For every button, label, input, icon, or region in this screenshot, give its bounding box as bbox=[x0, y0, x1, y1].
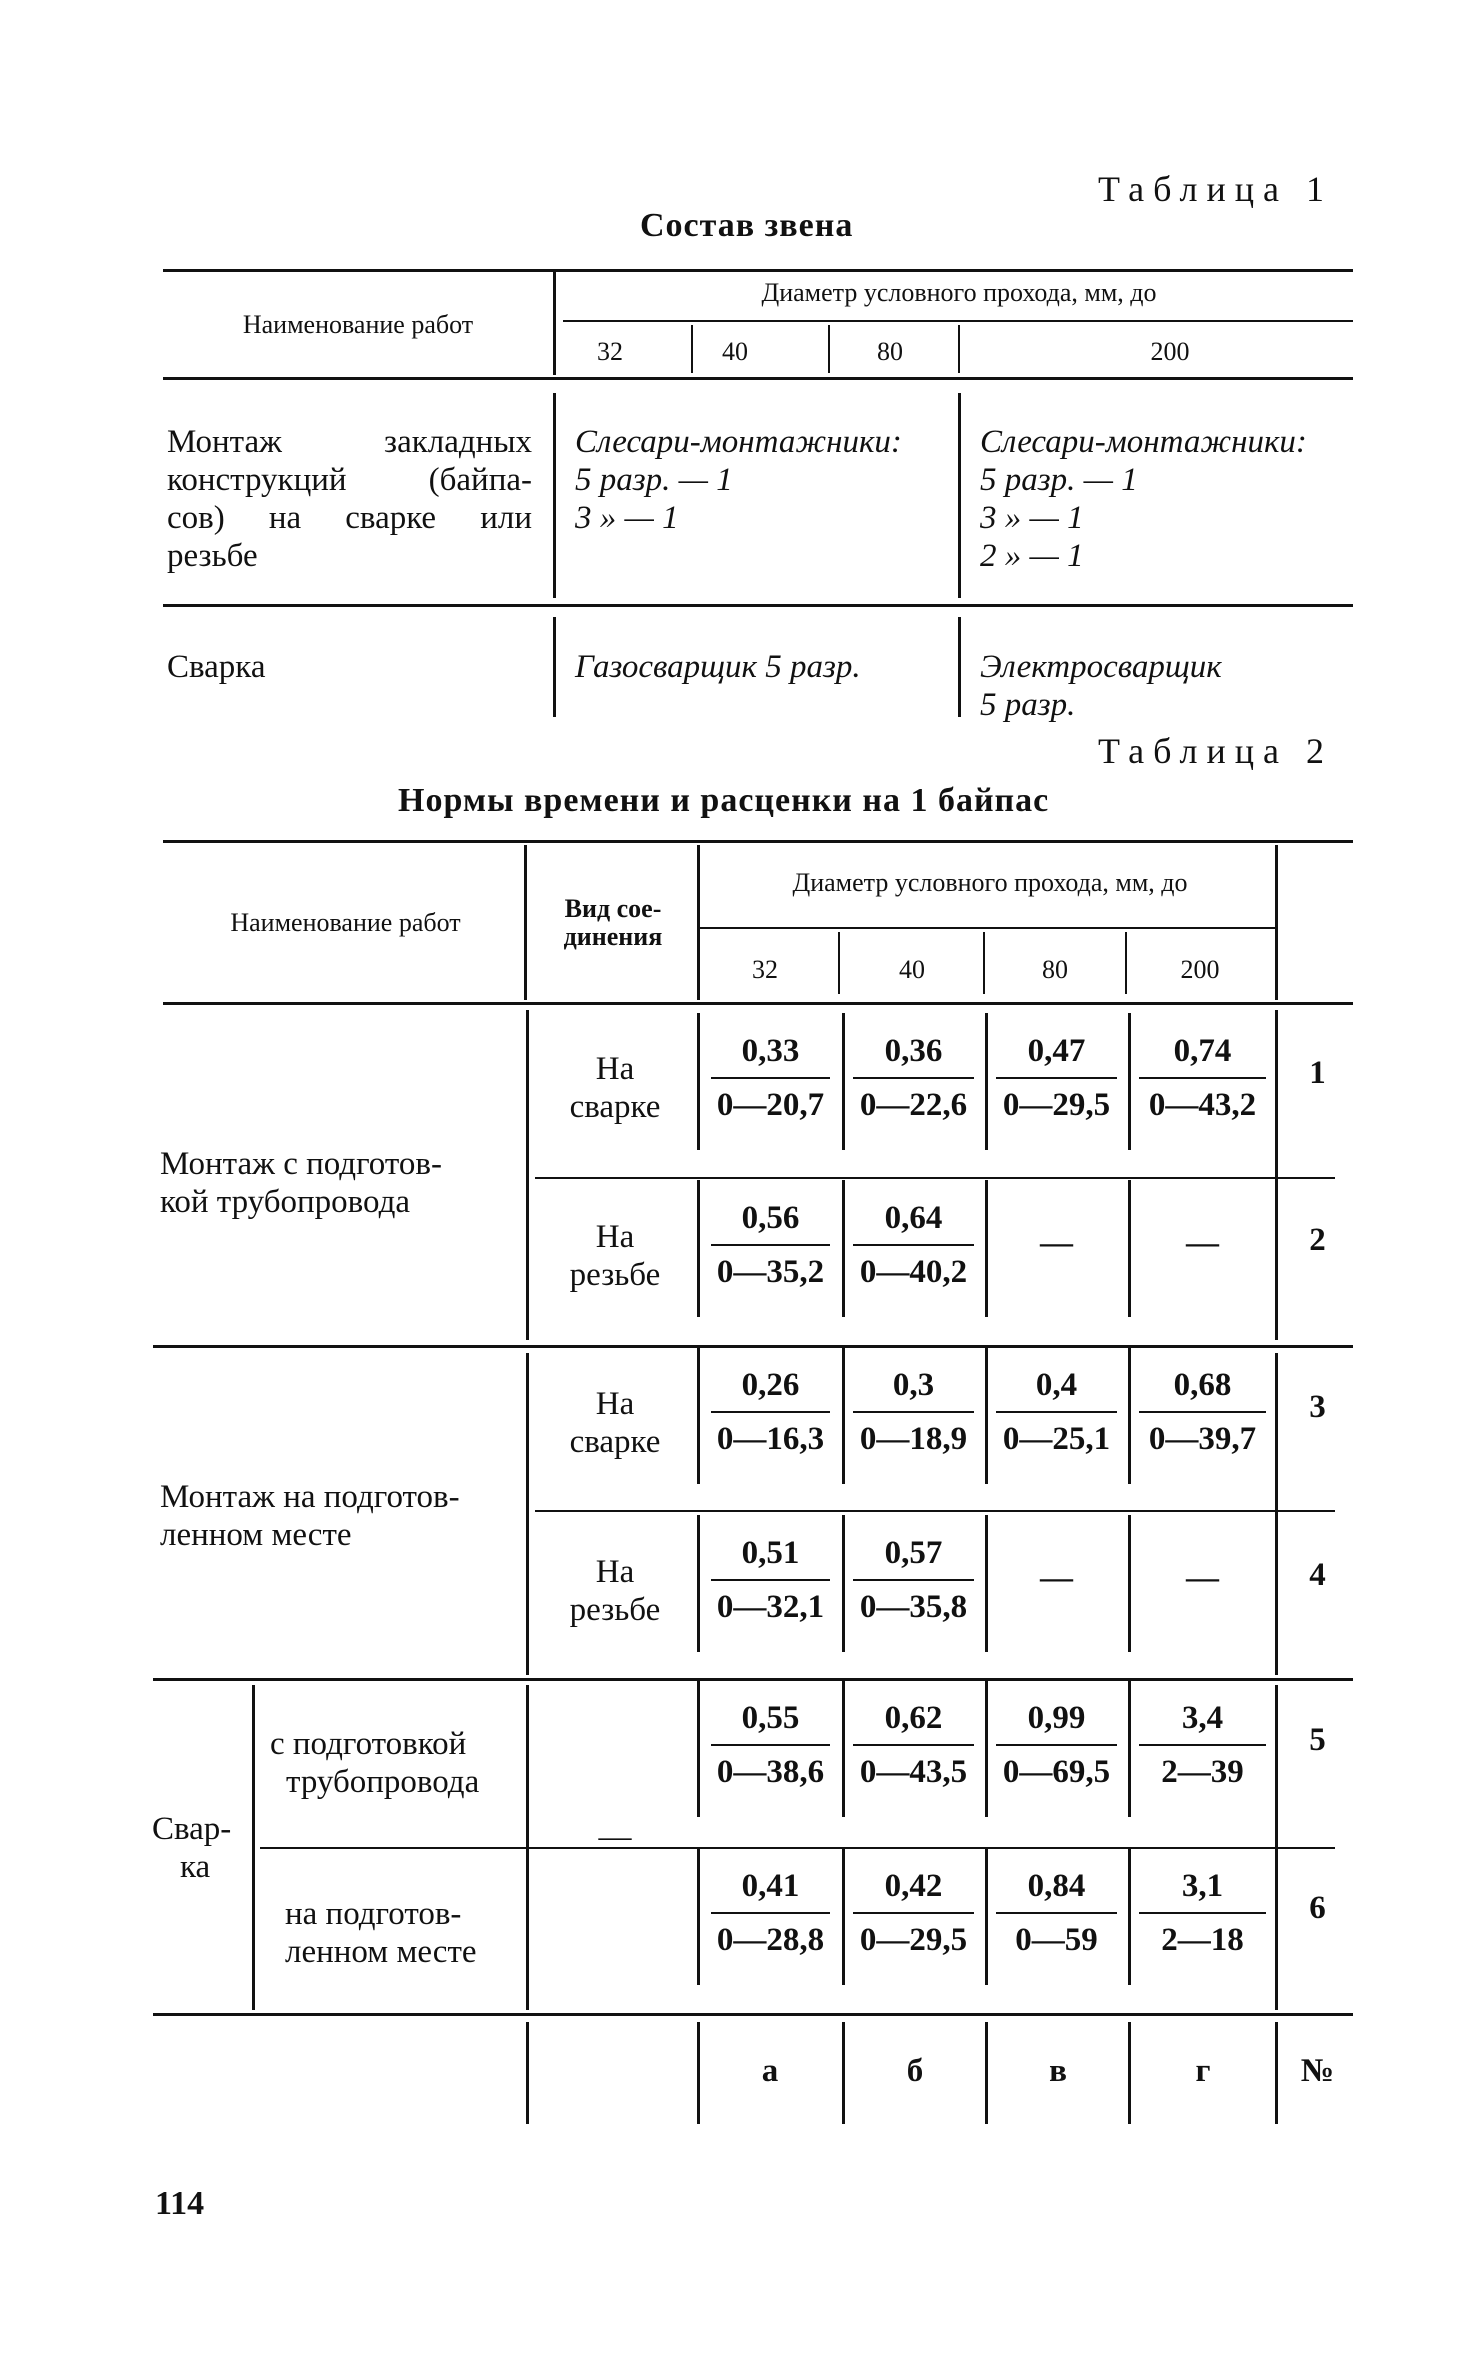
table1-title: Состав звена bbox=[640, 207, 854, 244]
table1-name-header: Наименование работ bbox=[242, 310, 474, 339]
table2-group1-name bbox=[160, 1145, 525, 1221]
rate: 0—32,1 bbox=[716, 1589, 825, 1625]
table2-row3-joint bbox=[535, 1385, 695, 1461]
empty-dash: — bbox=[1040, 1560, 1073, 1596]
table2-footer-a: а bbox=[761, 2053, 779, 2089]
text-line: динения bbox=[563, 922, 663, 951]
table2-num-divider bbox=[1275, 1353, 1278, 1675]
time-norm: 0,47 bbox=[1027, 1033, 1086, 1069]
text-line: конструкций (байпа- bbox=[167, 462, 532, 498]
table2-joint-header bbox=[533, 895, 693, 951]
time-norm: 0,74 bbox=[1173, 1033, 1232, 1069]
table1-caption: Таблица 1 bbox=[1098, 169, 1333, 209]
table2-diameter-header: Диаметр условного прохода, мм, до bbox=[792, 868, 1188, 897]
table2-top-rule bbox=[163, 840, 1353, 843]
text-line: На bbox=[595, 1219, 635, 1255]
table2-header-divider bbox=[697, 845, 700, 1000]
text-line: сварке bbox=[569, 1089, 661, 1125]
table1-diameter-header: Диаметр условного прохода, мм, до bbox=[761, 278, 1157, 307]
table1-row2-large bbox=[980, 648, 1360, 724]
table2-subrow-rule bbox=[535, 1177, 1335, 1179]
time-norm: 0,62 bbox=[884, 1700, 943, 1736]
table1-header-mid-rule bbox=[563, 320, 1353, 322]
table1-sep bbox=[828, 325, 830, 373]
table2-d40: 40 bbox=[899, 955, 925, 984]
rate: 0—22,6 bbox=[859, 1087, 968, 1123]
rate: 2—18 bbox=[1161, 1922, 1244, 1958]
table1-row2-name: Сварка bbox=[167, 649, 266, 685]
table2-subrow-rule bbox=[260, 1847, 1335, 1849]
table2-row5-sub bbox=[270, 1725, 520, 1801]
text-line: Монтаж закладных bbox=[167, 424, 532, 460]
table2-subrow-rule bbox=[535, 1510, 1335, 1512]
row-number: 3 bbox=[1309, 1389, 1326, 1425]
table2-sub-divider bbox=[252, 1685, 255, 2010]
time-norm: 0,3 bbox=[892, 1367, 935, 1403]
fraction-bar bbox=[853, 1912, 974, 1914]
table2-name-divider bbox=[526, 1010, 529, 1340]
time-norm: 3,1 bbox=[1181, 1868, 1224, 1904]
rate: 0—38,6 bbox=[716, 1754, 825, 1790]
text-line: ленном месте bbox=[160, 1517, 352, 1553]
rate: 0—29,5 bbox=[859, 1922, 968, 1958]
rate: 0—39,7 bbox=[1148, 1421, 1257, 1457]
table2-header-mid-rule bbox=[700, 927, 1275, 929]
time-norm: 0,33 bbox=[741, 1033, 800, 1069]
table2-row4-joint bbox=[535, 1553, 695, 1629]
fraction-bar bbox=[711, 1912, 830, 1914]
table1-row1-small bbox=[575, 423, 955, 537]
fraction-bar bbox=[996, 1744, 1117, 1746]
text-line: На bbox=[595, 1051, 635, 1087]
table2-header-divider bbox=[1275, 845, 1278, 1000]
time-norm: 3,4 bbox=[1181, 1700, 1224, 1736]
text-line: ленном месте bbox=[285, 1934, 477, 1970]
table1-name-divider bbox=[553, 271, 556, 375]
table2-title: Нормы времени и расценки на 1 байпас bbox=[398, 782, 1050, 819]
text-line: резьбе bbox=[167, 538, 258, 574]
rate: 0—18,9 bbox=[859, 1421, 968, 1457]
rate: 0—29,5 bbox=[1002, 1087, 1111, 1123]
text-line: 5 разр. — 1 bbox=[980, 462, 1138, 498]
table1-row1-name bbox=[167, 423, 532, 575]
table2-header-divider bbox=[524, 845, 527, 1000]
row-number: 1 bbox=[1309, 1055, 1326, 1091]
text-line: Свар- bbox=[152, 1811, 232, 1847]
table2-value-sep bbox=[697, 1180, 700, 1317]
fraction-bar bbox=[853, 1579, 974, 1581]
rate: 0—43,2 bbox=[1148, 1087, 1257, 1123]
text-line: резьбе bbox=[569, 1592, 661, 1628]
text-line: сов) на сварке или bbox=[167, 500, 532, 536]
fraction-bar bbox=[853, 1411, 974, 1413]
table2-name-divider bbox=[526, 1353, 529, 1675]
table2-value-sep bbox=[697, 1680, 700, 1817]
table1-header-bottom-rule bbox=[163, 377, 1353, 380]
empty-dash: — bbox=[1186, 1560, 1219, 1596]
text-line: Электросварщик bbox=[980, 649, 1222, 685]
table2-row1-joint bbox=[535, 1050, 695, 1126]
table2-row6-sub bbox=[285, 1895, 520, 1971]
time-norm: 0,57 bbox=[884, 1535, 943, 1571]
fraction-bar bbox=[996, 1912, 1117, 1914]
time-norm: 0,64 bbox=[884, 1200, 943, 1236]
row-number: 5 bbox=[1309, 1722, 1326, 1758]
table2-footer-g: г bbox=[1195, 2053, 1211, 2089]
text-line: На bbox=[595, 1554, 635, 1590]
table2-d200: 200 bbox=[1180, 955, 1220, 984]
table2-sep bbox=[983, 932, 985, 994]
fraction-bar bbox=[1139, 1411, 1266, 1413]
table2-footer-b: б bbox=[906, 2053, 924, 2089]
table2-footer-num: № bbox=[1300, 2053, 1335, 2089]
table2-group-rule bbox=[153, 1345, 1353, 1348]
table2-group3-name bbox=[152, 1810, 247, 1886]
time-norm: 0,36 bbox=[884, 1033, 943, 1069]
table2-sep bbox=[838, 932, 840, 994]
rate: 0—69,5 bbox=[1002, 1754, 1111, 1790]
fraction-bar bbox=[853, 1744, 974, 1746]
text-line: с подготовкой bbox=[270, 1726, 467, 1762]
table1-name-divider bbox=[553, 617, 556, 717]
table2-caption: Таблица 2 bbox=[1098, 731, 1333, 771]
table2-value-sep bbox=[697, 1848, 700, 1985]
rate: 0—35,2 bbox=[716, 1254, 825, 1290]
time-norm: 0,4 bbox=[1035, 1367, 1078, 1403]
rate: 0—28,8 bbox=[716, 1922, 825, 1958]
text-line: Слесари-монтажники: bbox=[575, 424, 902, 460]
row-number: 4 bbox=[1309, 1557, 1326, 1593]
table2-header-bottom-rule bbox=[163, 1002, 1353, 1005]
table1-col-divider bbox=[958, 393, 961, 598]
text-line: На bbox=[595, 1386, 635, 1422]
fraction-bar bbox=[711, 1579, 830, 1581]
table1-d32: 32 bbox=[597, 337, 623, 366]
fraction-bar bbox=[711, 1744, 830, 1746]
table1-row2-small: Газосварщик 5 разр. bbox=[575, 649, 861, 685]
table2-value-sep bbox=[697, 1347, 700, 1484]
rate: 2—39 bbox=[1161, 1754, 1244, 1790]
table2-name-header: Наименование работ bbox=[230, 908, 461, 937]
rate: 0—59 bbox=[1015, 1922, 1098, 1958]
text-line: 5 разр. — 1 bbox=[575, 462, 733, 498]
rate: 0—20,7 bbox=[716, 1087, 825, 1123]
table1-row-rule bbox=[163, 604, 1353, 607]
table1-d80: 80 bbox=[877, 337, 903, 366]
fraction-bar bbox=[711, 1244, 830, 1246]
table2-num-divider bbox=[1275, 1010, 1278, 1340]
fraction-bar bbox=[996, 1411, 1117, 1413]
fraction-bar bbox=[711, 1077, 830, 1079]
time-norm: 0,51 bbox=[741, 1535, 800, 1571]
fraction-bar bbox=[711, 1411, 830, 1413]
rate: 0—43,5 bbox=[859, 1754, 968, 1790]
rate: 0—35,8 bbox=[859, 1589, 968, 1625]
page-number: 114 bbox=[155, 2185, 205, 2222]
table2-d32: 32 bbox=[752, 955, 778, 984]
fraction-bar bbox=[996, 1077, 1117, 1079]
table2-bottom-rule bbox=[153, 2013, 1353, 2016]
empty-dash: — bbox=[1040, 1225, 1073, 1261]
rate: 0—25,1 bbox=[1002, 1421, 1111, 1457]
table1-sep bbox=[691, 325, 693, 373]
text-line: 3 » — 1 bbox=[575, 500, 679, 536]
text-line: ка bbox=[180, 1849, 211, 1885]
table2-value-sep bbox=[697, 1515, 700, 1652]
table1-row1-large bbox=[980, 423, 1360, 575]
rate: 0—40,2 bbox=[859, 1254, 968, 1290]
text-line: кой трубопровода bbox=[160, 1184, 411, 1220]
table1-d200: 200 bbox=[1150, 337, 1190, 366]
table2-group2-name bbox=[160, 1478, 525, 1554]
fraction-bar bbox=[1139, 1077, 1266, 1079]
text-line: сварке bbox=[569, 1424, 661, 1460]
fraction-bar bbox=[1139, 1744, 1266, 1746]
time-norm: 0,55 bbox=[741, 1700, 800, 1736]
time-norm: 0,84 bbox=[1027, 1868, 1086, 1904]
text-line: Монтаж на подготов- bbox=[160, 1479, 460, 1515]
table2-weld-joint: — bbox=[598, 1819, 632, 1855]
fraction-bar bbox=[853, 1244, 974, 1246]
table1-top-rule bbox=[163, 269, 1353, 272]
rate: 0—16,3 bbox=[716, 1421, 825, 1457]
text-line: резьбе bbox=[569, 1257, 661, 1293]
time-norm: 0,41 bbox=[741, 1868, 800, 1904]
table1-sep bbox=[958, 325, 960, 373]
empty-dash: — bbox=[1186, 1225, 1219, 1261]
text-line: трубопровода bbox=[286, 1764, 480, 1800]
fraction-bar bbox=[853, 1077, 974, 1079]
text-line: 3 » — 1 bbox=[980, 500, 1084, 536]
time-norm: 0,56 bbox=[741, 1200, 800, 1236]
table2-row2-joint bbox=[535, 1218, 695, 1294]
time-norm: 0,68 bbox=[1173, 1367, 1232, 1403]
row-number: 6 bbox=[1309, 1890, 1326, 1926]
table1-name-divider bbox=[553, 393, 556, 598]
time-norm: 0,42 bbox=[884, 1868, 943, 1904]
table1-d40: 40 bbox=[722, 337, 748, 366]
text-line: 2 » — 1 bbox=[980, 538, 1084, 574]
text-line: Монтаж с подготов- bbox=[160, 1146, 442, 1182]
row-number: 2 bbox=[1309, 1222, 1326, 1258]
text-line: Вид сое- bbox=[564, 894, 662, 923]
text-line: на подготов- bbox=[285, 1896, 462, 1932]
table2-d80: 80 bbox=[1042, 955, 1068, 984]
time-norm: 0,99 bbox=[1027, 1700, 1086, 1736]
text-line: Слесари-монтажники: bbox=[980, 424, 1307, 460]
text-line: 5 разр. bbox=[980, 687, 1076, 723]
table2-value-sep bbox=[697, 1013, 700, 1150]
time-norm: 0,26 bbox=[741, 1367, 800, 1403]
table2-footer-sep bbox=[526, 2022, 529, 2124]
table1-col-divider bbox=[958, 617, 961, 717]
table2-sep bbox=[1125, 932, 1127, 994]
table2-group-rule bbox=[153, 1678, 1353, 1681]
table2-footer-v: в bbox=[1049, 2053, 1067, 2089]
fraction-bar bbox=[1139, 1912, 1266, 1914]
table2-footer-sep bbox=[1275, 2022, 1278, 2124]
